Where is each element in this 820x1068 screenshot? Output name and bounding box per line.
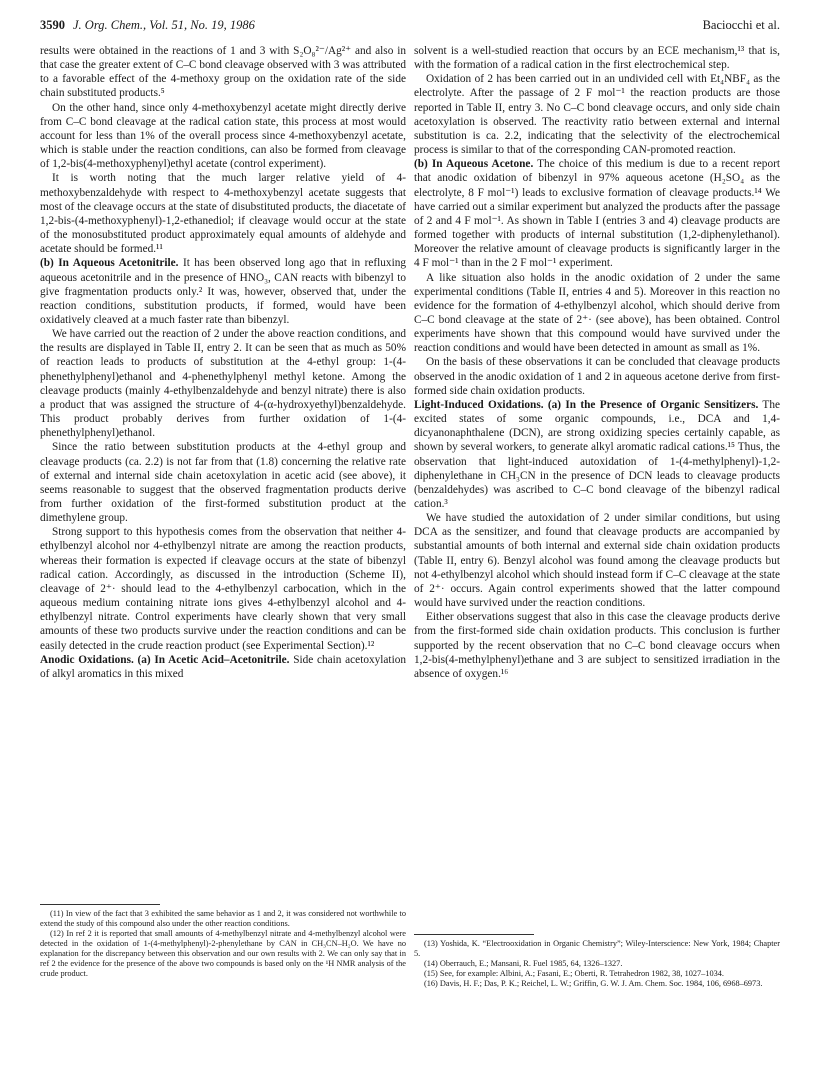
left-column — [40, 44, 406, 681]
footnote: (15) See, for example: Albini, A.; Fasani, E.; Oberti, R. Tetrahedron 1982, 38, 1027–1034. — [424, 969, 724, 978]
paragraph: We have studied the autoxidation of 2 under similar conditions, but using DCA as the sensitizer, and found that cleavage products are accompanied by substantial amounts of both internal and external side chain oxidation products (Table II, entry 6). Benzyl alcohol was found among the cleavage products but not 4-ethylbenzyl alcohol which should instead form if C–C cleavage at the state of 2⁺· occurs. Again control experiments showed that the latter compound would have survived under the reaction conditions. — [414, 512, 780, 610]
section-heading: Light-Induced Oxidations. (a) In the Presence of Organic Sensitizers. — [414, 398, 759, 411]
right-footnotes — [414, 928, 780, 989]
footnote: (16) Davis, H. F.; Das, P. K.; Reichel, L. W.; Griffin, G. W. J. Am. Chem. Soc. 1984, 106, 6968–6973. — [424, 979, 763, 988]
page-number: 3590 — [40, 18, 65, 32]
paragraph: Oxidation of 2 has been carried out in an undivided cell with Et₄NBF₄ as the electrolyte. After the passage of 2 F mol⁻¹ the reaction products are those reported in Table II, entry 3. No C–C bond cleavage occurs, and only side chain acetoxylation is observed. The reactivity ratio between external and internal substitution is ca. 2.2, indicating that the selectivity of the electrochemical process is similar to that of the corresponding CAN-promoted reaction. — [414, 73, 780, 157]
paragraph-text: The choice of this medium is due to a recent report that anodic oxidation of bibenzyl in 97% aqueous acetone (H₂SO₄ as the electrolyte, 8 F mol⁻¹) leads to exclusive formation of cleavage products.¹⁴ We have carried out a similar experiment but analyzed the products after the passage of 2 and 4 F mol⁻¹. As shown in Table I (entries 3 and 4) cleavage products are formed together with products of internal substitution (1,2-diphenylethanol). Moreover the relative amount of cleavage products is significantly larger in the 4 F mol⁻¹ than in the 2 F mol⁻¹ experiment. — [414, 158, 781, 270]
footnote-divider — [414, 934, 534, 935]
section-heading: (b) In Aqueous Acetonitrile. — [40, 257, 179, 270]
header-left — [40, 18, 255, 33]
footnote: (11) In view of the fact that 3 exhibited the same behavior as 1 and 2, it was considered not worthwhile to extend the study of this compound also under the other reaction conditions. — [40, 909, 406, 928]
footnote: (12) In ref 2 it is reported that small amounts of 4-methylbenzyl nitrate and 4-methylbenzyl alcohol were detected in the oxidation of 1-(4-methylphenyl)-2-phenylethane by CAN in CH₃CN–H₂O. We have no explanation for the discrepancy between this observation and our own results with 2. We can only say that in ref 2 the evidence for the presence of the above two compounds is based only on the ¹H NMR analysis of the crude product. — [40, 929, 406, 978]
paragraph: We have carried out the reaction of 2 under the above reaction conditions, and the results are displayed in Table II, entry 2. It can be seen that as much as 50% of reaction leads to products of substitution at the 4-ethyl group: 1-(4-phenethylphenyl)ethanol and 4-phenethylphenyl methyl ketone. Among the cleavage products (mainly 4-ethylbenzaldehyde and benzyl nitrate) there is also a product that was assigned the structure of 4-(α-hydroxyethyl)benzaldehyde. This product probably derives from further oxidation of 1-(4-phenethylphenyl)ethanol. — [40, 328, 406, 440]
running-header — [40, 18, 780, 38]
paragraph-text: Side chain acetoxylation of alkyl aromatics in this mixed — [40, 653, 407, 680]
paragraph-text: It has been observed long ago that in refluxing aqueous acetonitrile and in the presence of HNO₃, CAN reacts with bibenzyl to give fragmentation products only.² It was, however, observed that, under the reaction conditions, substitution products, if formed, would have been oxidatively cleaved at a much faster rate than bibenzyl. — [40, 257, 407, 326]
right-column — [414, 44, 780, 681]
left-footnotes — [40, 898, 406, 979]
paragraph: On the basis of these observations it can be concluded that cleavage products observed in the anodic oxidation of 1 and 2 in aqueous acetone derive from first-formed side chain oxidation products. — [414, 356, 780, 397]
paragraph: It is worth noting that the much larger relative yield of 4-methoxybenzaldehyde with respect to 4-methoxybenzyl acetate suggests that most of the cleavage occurs at the state of disubstituted products, the diacetate of 1,2-bis-(4-methoxyphenyl)-1,2-ethanediol; if cleavage would occur at the state of the monosubstituted product approximately equal amounts of aldehyde and acetate should be formed.¹¹ — [40, 172, 406, 256]
section-heading: (b) In Aqueous Acetone. — [414, 158, 534, 171]
paragraph: On the other hand, since only 4-methoxybenzyl acetate might directly derive from C–C bond cleavage at the radical cation state, this process at most would account for less than 1% of the overall process since 4-methoxybenzyl acetate, which is stable under the reaction conditions, can also be formed from cleavage of 1,2-bis(4-methoxyphenyl)ethyl acetate (control experiment). — [40, 101, 406, 171]
paragraph: results were obtained in the reactions of 1 and 3 with S₂O₈²⁻/Ag²⁺ and also in that case the greater extent of C–C bond cleavage observed with 3 was attributed to a favorable effect of the 4-methoxy group on the oxidation rate of the side chain substituted products.⁵ — [40, 45, 406, 100]
section-heading: Anodic Oxidations. (a) In Acetic Acid–Acetonitrile. — [40, 653, 290, 666]
paragraph: solvent is a well-studied reaction that occurs by an ECE mechanism,¹³ that is, with the formation of a radical cation in the first electrochemical step. — [414, 45, 780, 72]
footnote-divider — [40, 904, 160, 905]
header-authors: Baciocchi et al. — [702, 18, 780, 32]
paragraph: Either observations suggest that also in this case the cleavage products derive from the first-formed side chain oxidation products. This conclusion is further supported by the recent observation that no C–C bond cleavage occurs when 1,2-bis(4-methylphenyl)ethane and 3 are subject to sensitized irradiation in the absence of oxygen.¹⁶ — [414, 611, 780, 680]
paragraph: A like situation also holds in the anodic oxidation of 2 under the same experimental conditions (Table II, entries 4 and 5). Moreover in this reaction no evidence for the formation of 4-ethylbenzyl alcohol, which should derive from C–C bond cleavage at the state of 2⁺· (see above), has been obtained. Control experiments have shown that this compound would have survived under the reaction conditions and would have been detected in amount as small as 1%. — [414, 271, 780, 355]
footnote: (14) Oberrauch, E.; Mansani, R. Fuel 1985, 64, 1326–1327. — [424, 959, 623, 968]
paragraph: Since the ratio between substitution products at the 4-ethyl group and cleavage products (ca. 2.2) is not far from that (1.8) concerning the relative rate of external and internal side chain acetoxylation in acetic acid (see above), it seems reasonable to suggest that the observed fragmentation products derive from further oxidation of the first-formed substitution product at the dimethylene group. — [40, 441, 406, 525]
footnote: (13) Yoshida, K. “Electrooxidation in Organic Chemistry”; Wiley-Interscience: New York, 1984; Chapter 5. — [414, 939, 780, 958]
paragraph-text: The excited states of some organic compounds, i.e., DCA and 1,4-dicyanonaphthalene (DCN), are strong oxidizing species certainly capable, as shown by several workers, to generate alkyl aromatic radical cations.¹⁵ Thus, the observation that light-induced autoxidation of 1-(4-methylphenyl)-1,2-diphenylethane in CH₃CN in the presence of DCN leads to cleavage products (benzaldehydes) was ascribed to C–C bond cleavage of the bibenzyl radical cation.³ — [414, 398, 780, 510]
journal-citation: J. Org. Chem., Vol. 51, No. 19, 1986 — [73, 18, 255, 32]
paragraph: Strong support to this hypothesis comes from the observation that neither 4-ethylbenzyl alcohol nor 4-ethylbenzyl nitrate are among the reaction products, whereas their formation is expected if cleavage occurs at the state of bibenzyl radical cation. Accordingly, as discussed in the introduction (Scheme II), cleavage of 2⁺· should lead to the 4-ethylbenzyl carbocation, which in the aqueous medium containing nitrate ions gives 4-ethylbenzyl alcohol and 4-ethylbenzyl nitrate. Control experiments have clearly shown that very small amounts of these two products survive under the reaction conditions and can be easily detected in the crude reaction product (see Experimental Section).¹² — [40, 526, 406, 652]
